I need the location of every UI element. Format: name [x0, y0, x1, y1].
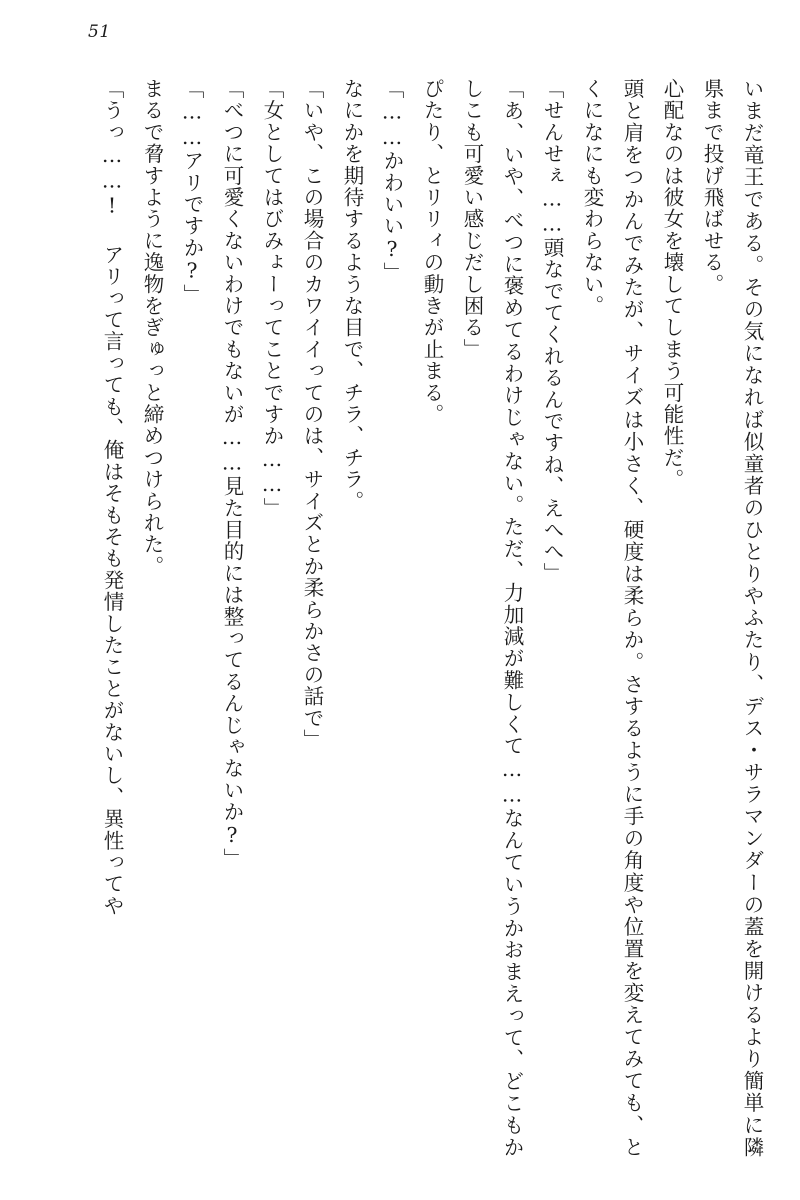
paragraph: 「せんせぇ……頭なでてくれるんですね、えへへ」 — [540, 78, 564, 585]
paragraph: 「べつに可愛くないわけでもないが……見た目的には整ってるんじゃないか?」 — [220, 78, 244, 870]
page-number: 51 — [88, 22, 111, 42]
paragraph: 「……アリですか?」 — [180, 78, 204, 306]
paragraph: 「……かわいい?」 — [380, 78, 404, 284]
paragraph: 「いや、この場合のカワイイってのは、サイズとか柔らかさの話で」 — [300, 78, 324, 751]
paragraph: いまだ竜王である。その気になれば似童者のひとりやふたり、デス・サラマンダーの蓋を開けるより簡単に隣県まで投げ飛ばせる。 — [700, 78, 764, 1158]
paragraph: ぴたり、とリリィの動きが止まる。 — [420, 78, 444, 426]
paragraph: 心配なのは彼女を壊してしまう可能性だ。 — [660, 78, 684, 491]
paragraph: 頭と肩をつかんでみたが、サイズは小さく、硬度は柔らか。さするように手の角度や位置を変えてみても、とくになにも変わらない。 — [580, 78, 644, 1158]
paragraph: 「あ、いや、べつに褒めてるわけじゃない。ただ、力加減が難しくて……なんていうかおまえって、どこもかしこも可愛い感じだし困る」 — [460, 78, 524, 1158]
paragraph: 「うっ……! アリって言っても、俺はそもそも発情したことがないし、異性ってや — [100, 78, 124, 917]
paragraph: 「女としてはびみょーってことですか……」 — [260, 78, 284, 519]
paragraph: まるで脅すように逸物をぎゅっと締めつけられた。 — [140, 78, 164, 578]
paragraph: なにかを期待するような目で、チラ、チラ。 — [340, 78, 364, 512]
page-text-body — [30, 78, 772, 1160]
